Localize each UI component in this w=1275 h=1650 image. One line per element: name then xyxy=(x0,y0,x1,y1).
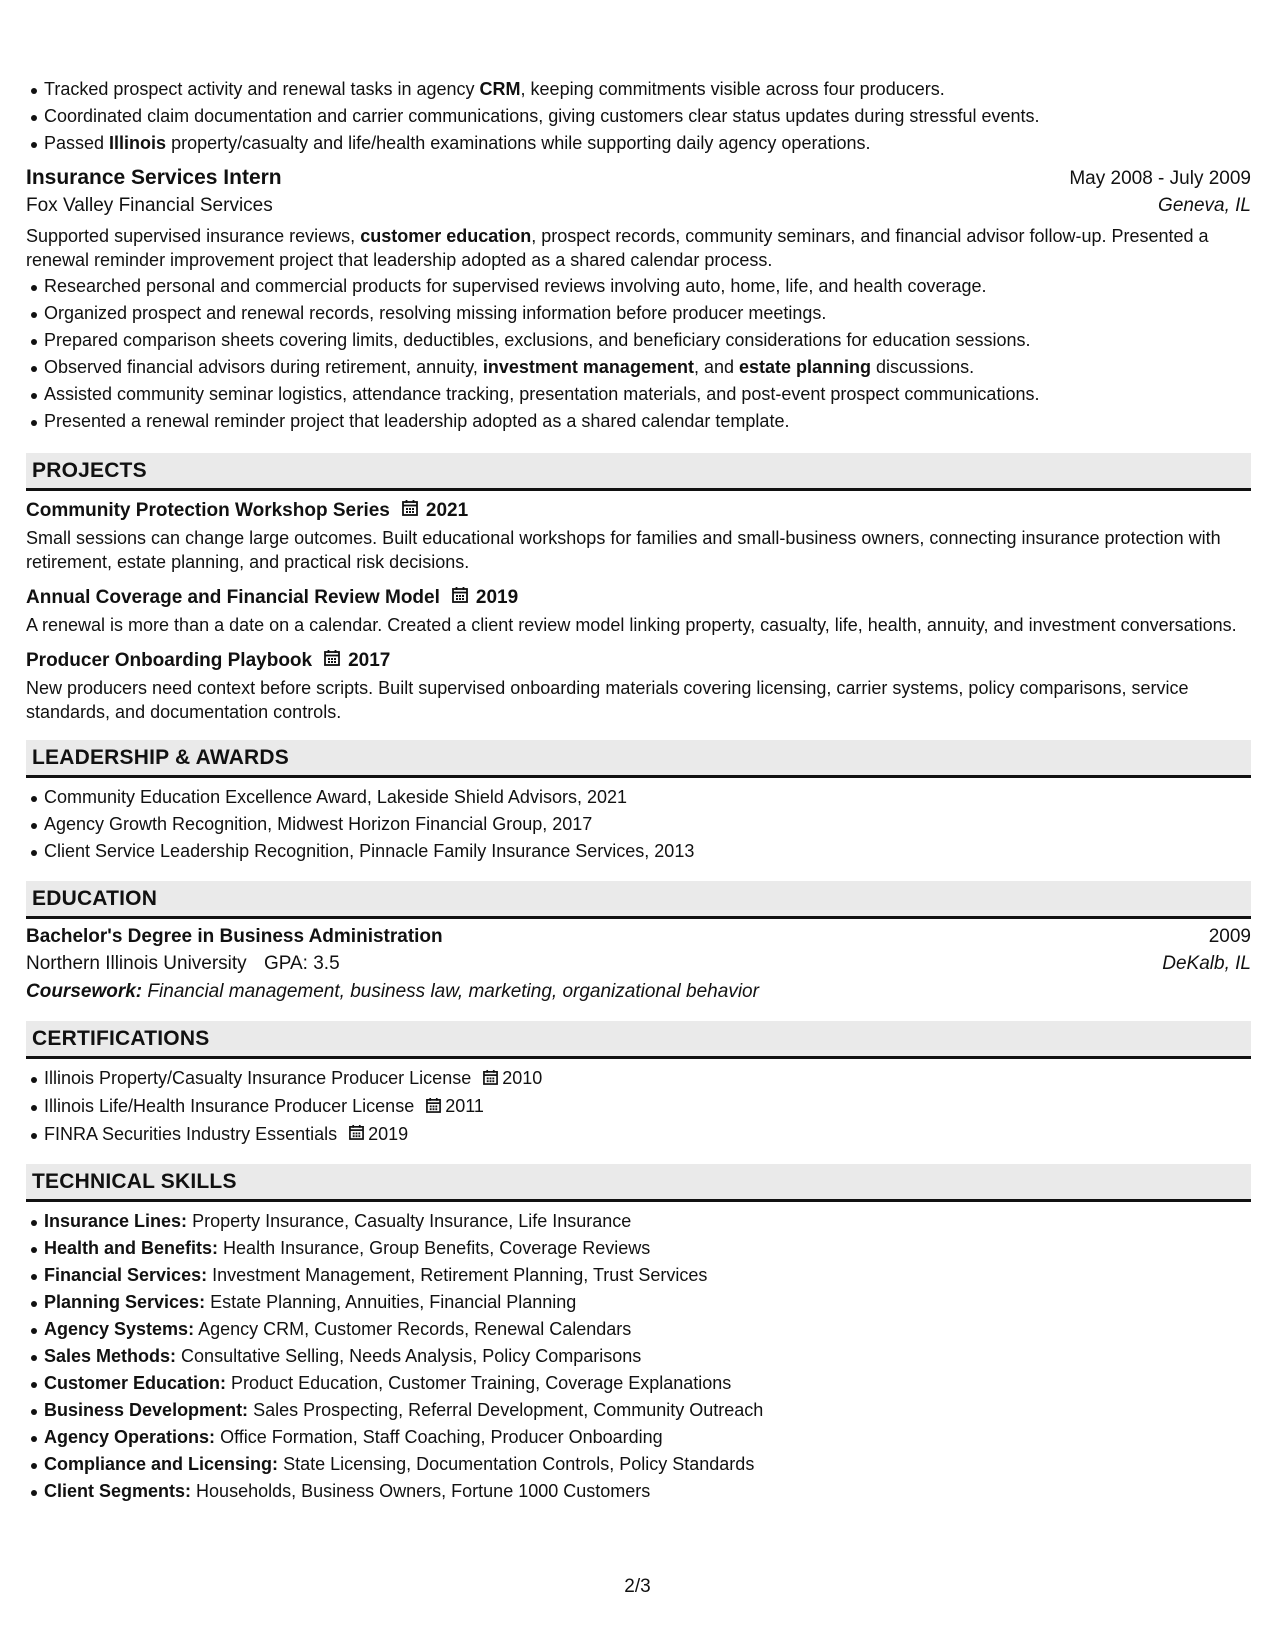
project-entry xyxy=(26,649,1251,724)
school-name: Northern Illinois University xyxy=(26,953,247,974)
graduation-year: 2009 xyxy=(1208,926,1251,947)
list-item: Business Development: Sales Prospecting, Referral Development, Community Outreach xyxy=(44,1397,1251,1424)
projects-section xyxy=(26,453,1251,724)
certification-name: Illinois Life/Health Insurance Producer License xyxy=(44,1095,415,1116)
list-item: Observed financial advisors during retirement, annuity, investment management, and estate planning discussions. xyxy=(44,354,1251,381)
project-description: New producers need context before scripts. Built supervised onboarding materials covering licensing, carrier systems, policy comparisons, service standards, and documentation controls. xyxy=(26,678,1189,722)
leadership-section xyxy=(26,740,1251,865)
list-item: Compliance and Licensing: State Licensing, Documentation Controls, Policy Standards xyxy=(44,1451,1251,1478)
calendar-icon xyxy=(483,1066,498,1093)
list-item: Health and Benefits: Health Insurance, Group Benefits, Coverage Reviews xyxy=(44,1235,1251,1262)
list-item: Researched personal and commercial products for supervised reviews involving auto, home, life, and health coverage. xyxy=(44,273,1251,300)
list-item: Client Segments: Households, Business Owners, Fortune 1000 Customers xyxy=(44,1478,1251,1505)
list-item: Financial Services: Investment Management, Retirement Planning, Trust Services xyxy=(44,1262,1251,1289)
coursework: Coursework: Financial management, business law, marketing, organizational behavior xyxy=(26,981,759,1002)
list-item: Client Service Leadership Recognition, Pinnacle Family Insurance Services, 2013 xyxy=(44,838,1251,865)
list-item: Sales Methods: Consultative Selling, Needs Analysis, Policy Comparisons xyxy=(44,1343,1251,1370)
previous-job-bullets xyxy=(26,76,1251,157)
list-item xyxy=(44,1065,1251,1093)
list-item: Assisted community seminar logistics, attendance tracking, presentation materials, and post-event prospect communications. xyxy=(44,381,1251,408)
certifications-list xyxy=(26,1065,1251,1148)
list-item: Prepared comparison sheets covering limits, deductibles, exclusions, and beneficiary considerations for education sessions. xyxy=(44,327,1251,354)
project-year: 2017 xyxy=(348,649,391,671)
calendar-icon xyxy=(426,1094,441,1121)
project-entry xyxy=(26,499,1251,574)
page-number: 2/3 xyxy=(624,1576,651,1597)
skills-section xyxy=(26,1164,1251,1505)
section-heading: EDUCATION xyxy=(26,881,1251,919)
list-item: Coordinated claim documentation and carrier communications, giving customers clear status updates during stressful events. xyxy=(44,103,1251,130)
certifications-section xyxy=(26,1021,1251,1148)
project-year: 2019 xyxy=(475,586,519,608)
list-item: Agency Growth Recognition, Midwest Horizon Financial Group, 2017 xyxy=(44,811,1251,838)
project-year: 2021 xyxy=(425,499,469,521)
list-item: Presented a renewal reminder project that leadership adopted as a shared calendar template. xyxy=(44,408,1251,435)
job-bullets xyxy=(26,273,1251,435)
skills-list xyxy=(26,1208,1251,1505)
list-item: Agency Operations: Office Formation, Staff Coaching, Producer Onboarding xyxy=(44,1424,1251,1451)
school-location: DeKalb, IL xyxy=(1162,953,1251,974)
section-heading: LEADERSHIP & AWARDS xyxy=(26,740,1251,778)
project-description: Small sessions can change large outcomes. Built educational workshops for families and small-business owners, connecting insurance protection with retirement, estate planning, and practical risk decisions. xyxy=(26,528,1221,572)
list-item: Community Education Excellence Award, Lakeside Shield Advisors, 2021 xyxy=(44,784,1251,811)
list-item: Insurance Lines: Property Insurance, Casualty Insurance, Life Insurance xyxy=(44,1208,1251,1235)
project-title: Annual Coverage and Financial Review Model xyxy=(26,586,440,608)
project-description: A renewal is more than a date on a calendar. Created a client review model linking property, casualty, life, health, annuity, and investment conversations. xyxy=(26,615,1237,635)
certification-year: 2019 xyxy=(368,1123,409,1144)
gpa: GPA: 3.5 xyxy=(263,953,340,974)
certification-name: FINRA Securities Industry Essentials xyxy=(44,1123,338,1144)
certification-name: Illinois Property/Casualty Insurance Producer License xyxy=(44,1068,472,1088)
list-item: Agency Systems: Agency CRM, Customer Records, Renewal Calendars xyxy=(44,1316,1251,1343)
resume-page xyxy=(26,76,1251,1505)
list-item xyxy=(44,1121,1251,1149)
project-title: Community Protection Workshop Series xyxy=(26,499,390,521)
job-summary: Supported supervised insurance reviews, customer education, prospect records, community seminars, and financial advisor follow-up. Presented a renewal reminder improvement project that leadership adopted as a shared calendar process. xyxy=(26,226,1209,270)
list-item: Customer Education: Product Education, Customer Training, Coverage Explanations xyxy=(44,1370,1251,1397)
calendar-icon xyxy=(452,586,468,609)
job-entry xyxy=(26,166,1251,435)
list-item: Tracked prospect activity and renewal tasks in agency CRM, keeping commitments visible across four producers. xyxy=(44,76,1251,103)
awards-list xyxy=(26,784,1251,865)
job-location: Geneva, IL xyxy=(1158,195,1251,216)
calendar-icon xyxy=(324,649,340,672)
calendar-icon xyxy=(402,499,418,522)
section-heading: CERTIFICATIONS xyxy=(26,1021,1251,1059)
education-section xyxy=(26,881,1251,1003)
list-item: Passed Illinois property/casualty and life/health examinations while supporting daily agency operations. xyxy=(44,130,1251,157)
project-entry xyxy=(26,586,1251,637)
list-item: Planning Services: Estate Planning, Annuities, Financial Planning xyxy=(44,1289,1251,1316)
job-title: Insurance Services Intern xyxy=(26,166,282,189)
company-name: Fox Valley Financial Services xyxy=(26,195,273,216)
project-title: Producer Onboarding Playbook xyxy=(26,649,313,671)
job-dates: May 2008 - July 2009 xyxy=(1069,168,1251,189)
list-item xyxy=(44,1093,1251,1121)
certification-year: 2011 xyxy=(445,1095,484,1116)
calendar-icon xyxy=(349,1121,364,1148)
list-item: Organized prospect and renewal records, resolving missing information before producer meetings. xyxy=(44,300,1251,327)
section-heading: PROJECTS xyxy=(26,453,1251,491)
certification-year: 2010 xyxy=(502,1068,543,1088)
degree-title: Bachelor's Degree in Business Administration xyxy=(26,926,443,947)
section-heading: TECHNICAL SKILLS xyxy=(26,1164,1251,1202)
